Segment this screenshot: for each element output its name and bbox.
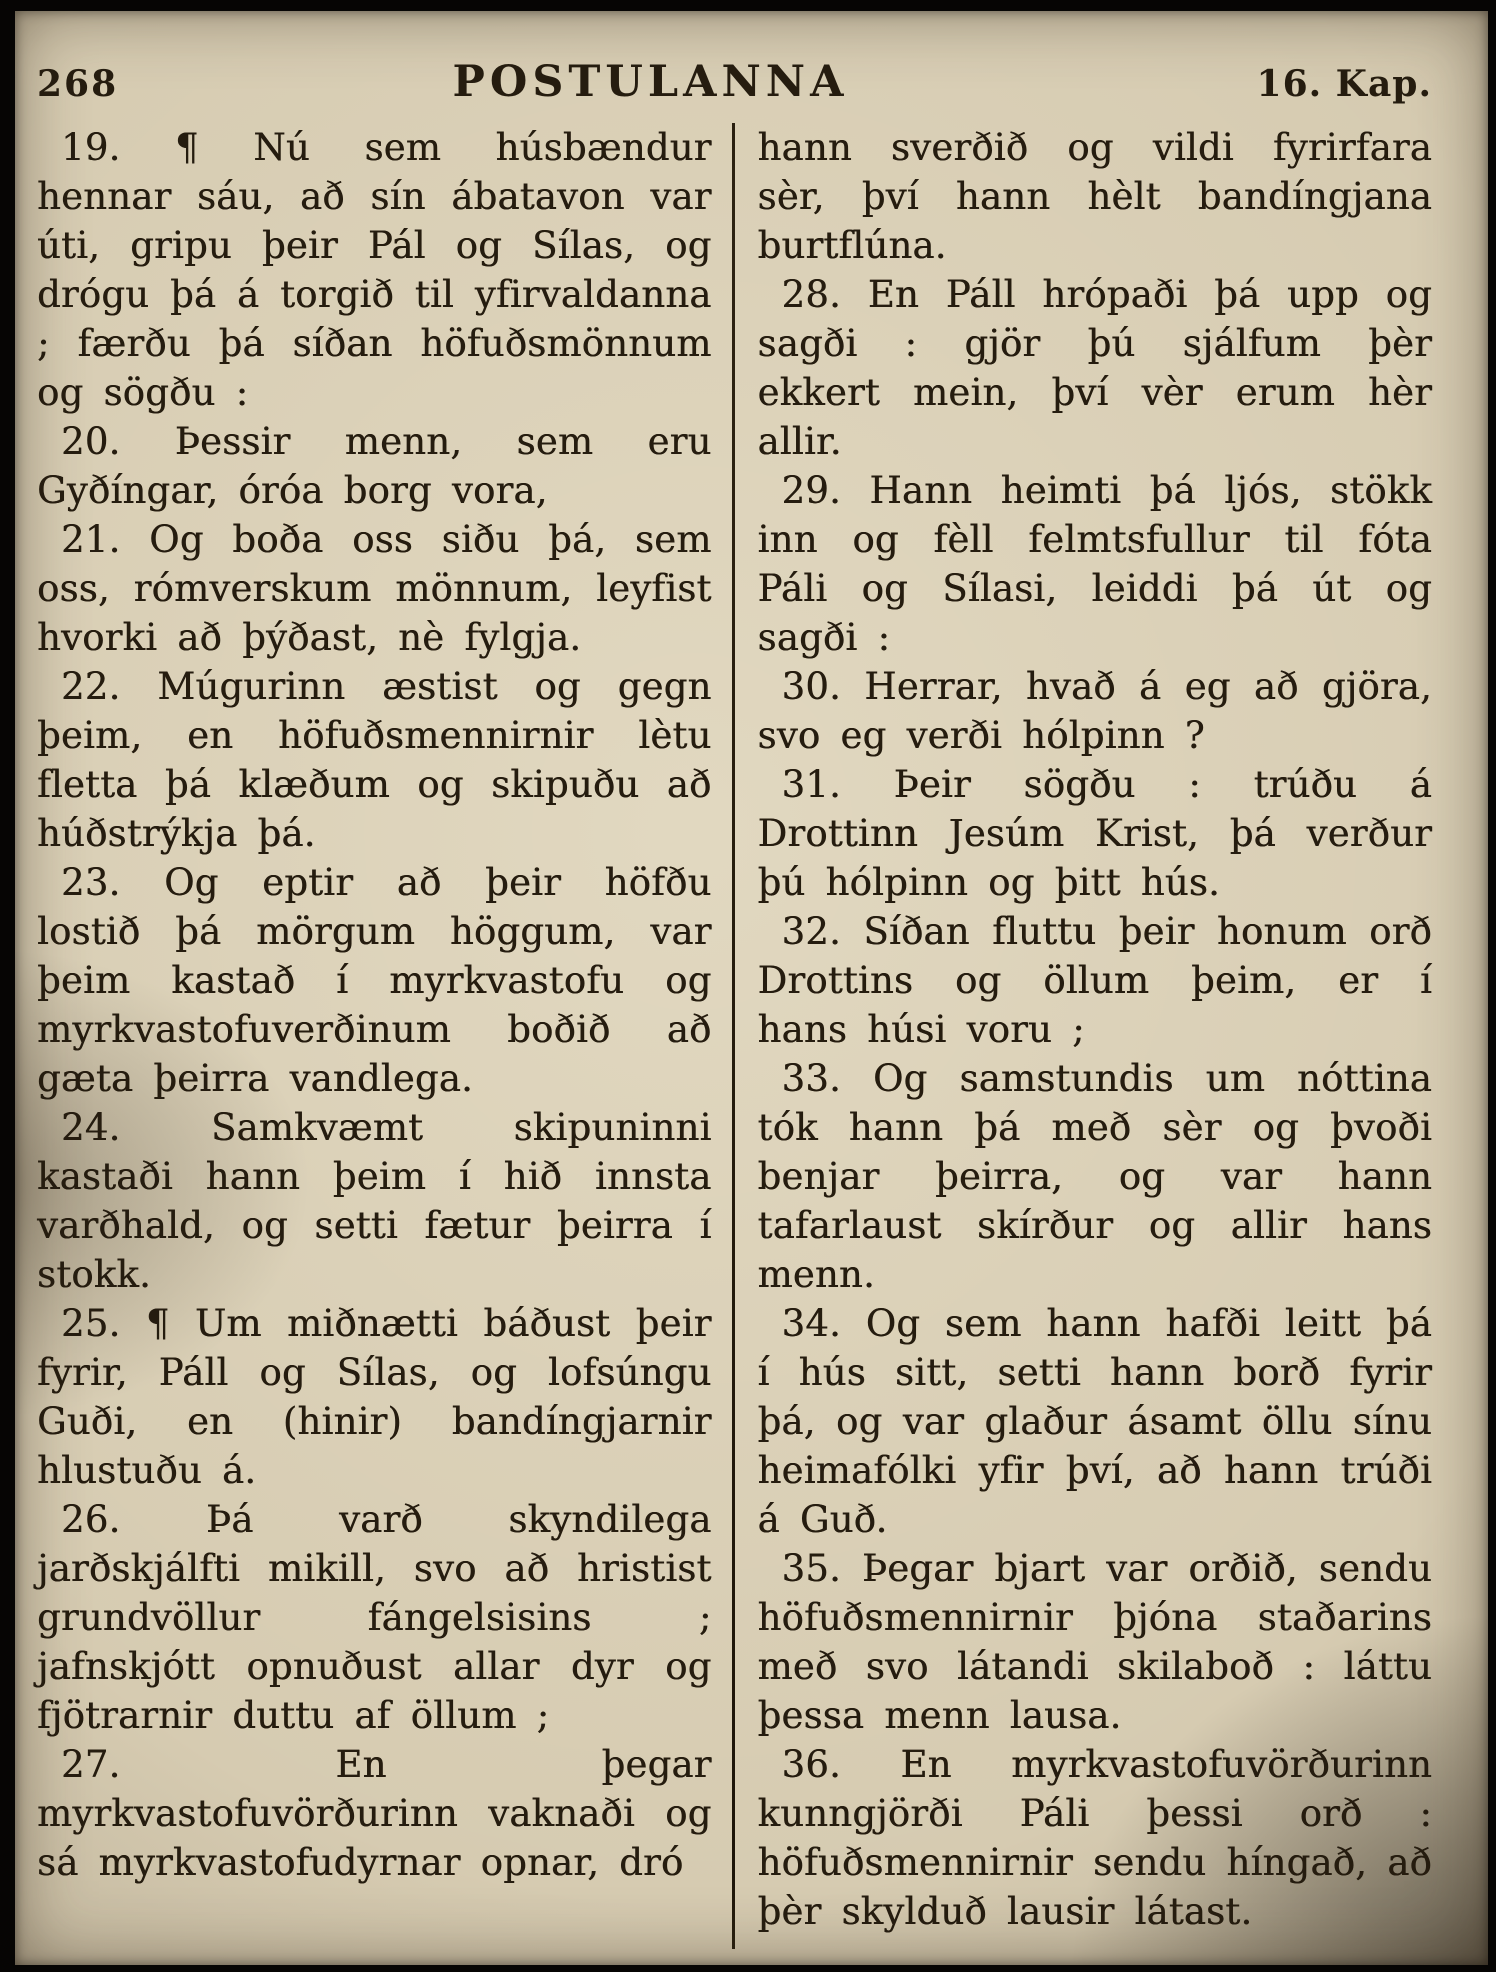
verse-paragraph: 30. Herrar, hvað á eg að gjöra, svo eg verði hólpinn ? xyxy=(757,665,1432,757)
verse-paragraph: 23. Og eptir að þeir höfðu lostið þá mörgum höggum, var þeim kastað í myrkvastofu og myrkvastofuverðinum boðið að gæta þeirra vandlega. xyxy=(37,861,712,1100)
chapter-label: 16. Kap. xyxy=(1256,63,1432,105)
verse-paragraph: 26. Þá varð skyndilega jarðskjálfti mikill, svo að hristist grundvöllur fángelsisins ; jafnskjótt opnuðust allar dyr og fjötrarnir duttu af öllum ; xyxy=(37,1498,712,1737)
verse-paragraph: 22. Múgurinn æstist og gegn þeim, en höfuðsmennirnir lètu fletta þá klæðum og skipuðu að húðstrýkja þá. xyxy=(37,665,712,855)
verse-paragraph: 31. Þeir sögðu : trúðu á Drottinn Jesúm Krist, þá verður þú hólpinn og þitt hús. xyxy=(757,763,1432,904)
left-column xyxy=(37,123,732,1949)
page-header xyxy=(37,57,1432,107)
verse-paragraph: 24. Samkvæmt skipuninni kastaði hann þeim í hið innsta varðhald, og setti fætur þeirra í stokk. xyxy=(37,1106,712,1296)
page-title: POSTULANNA xyxy=(452,57,849,107)
verse-paragraph: 35. Þegar bjart var orðið, sendu höfuðsmennirnir þjóna staðarins með svo látandi skilaboð : láttu þessa menn lausa. xyxy=(757,1547,1432,1737)
book-page xyxy=(15,11,1488,1965)
verse-paragraph: 33. Og samstundis um nóttina tók hann þá með sèr og þvoði benjar þeirra, og var hann tafarlaust skírður og allir hans menn. xyxy=(757,1057,1432,1296)
right-column xyxy=(735,123,1433,1949)
text-columns xyxy=(37,123,1432,1949)
verse-paragraph: 21. Og boða oss siðu þá, sem oss, rómverskum mönnum, leyfist hvorki að þýðast, nè fylgja. xyxy=(37,518,712,659)
verse-paragraph: hann sverðið og vildi fyrirfara sèr, því hann hèlt bandíngjana burtflúna. xyxy=(757,126,1432,267)
verse-paragraph: 28. En Páll hrópaði þá upp og sagði : gjör þú sjálfum þèr ekkert mein, því vèr erum hèr allir. xyxy=(757,273,1432,463)
verse-paragraph: 36. En myrkvastofuvörðurinn kunngjörði Páli þessi orð : höfuðsmennirnir sendu híngað, að þèr skylduð lausir látast. xyxy=(757,1743,1432,1933)
verse-paragraph: 27. En þegar myrkvastofuvörðurinn vaknaði og sá myrkvastofudyrnar opnar, dró xyxy=(37,1743,712,1884)
verse-paragraph: 29. Hann heimti þá ljós, stökk inn og fèll felmtsfullur til fóta Páli og Sílasi, leiddi þá út og sagði : xyxy=(757,469,1432,659)
page-number: 268 xyxy=(37,63,119,105)
verse-paragraph: 25. ¶ Um miðnætti báðust þeir fyrir, Páll og Sílas, og lofsúngu Guði, en (hinir) bandíngjarnir hlustuðu á. xyxy=(37,1302,712,1492)
verse-paragraph: 32. Síðan fluttu þeir honum orð Drottins og öllum þeim, er í hans húsi voru ; xyxy=(757,910,1432,1051)
verse-paragraph: 34. Og sem hann hafði leitt þá í hús sitt, setti hann borð fyrir þá, og var glaður ásamt öllu sínu heimafólki yfir því, að hann trúði á Guð. xyxy=(757,1302,1432,1541)
verse-paragraph: 20. Þessir menn, sem eru Gyðíngar, óróa borg vora, xyxy=(37,420,712,512)
verse-paragraph: 19. ¶ Nú sem húsbændur hennar sáu, að sín ábatavon var úti, gripu þeir Pál og Sílas, og drógu þá á torgið til yfirvaldanna ; færðu þá síðan höfuðsmönnum og sögðu : xyxy=(37,126,712,414)
